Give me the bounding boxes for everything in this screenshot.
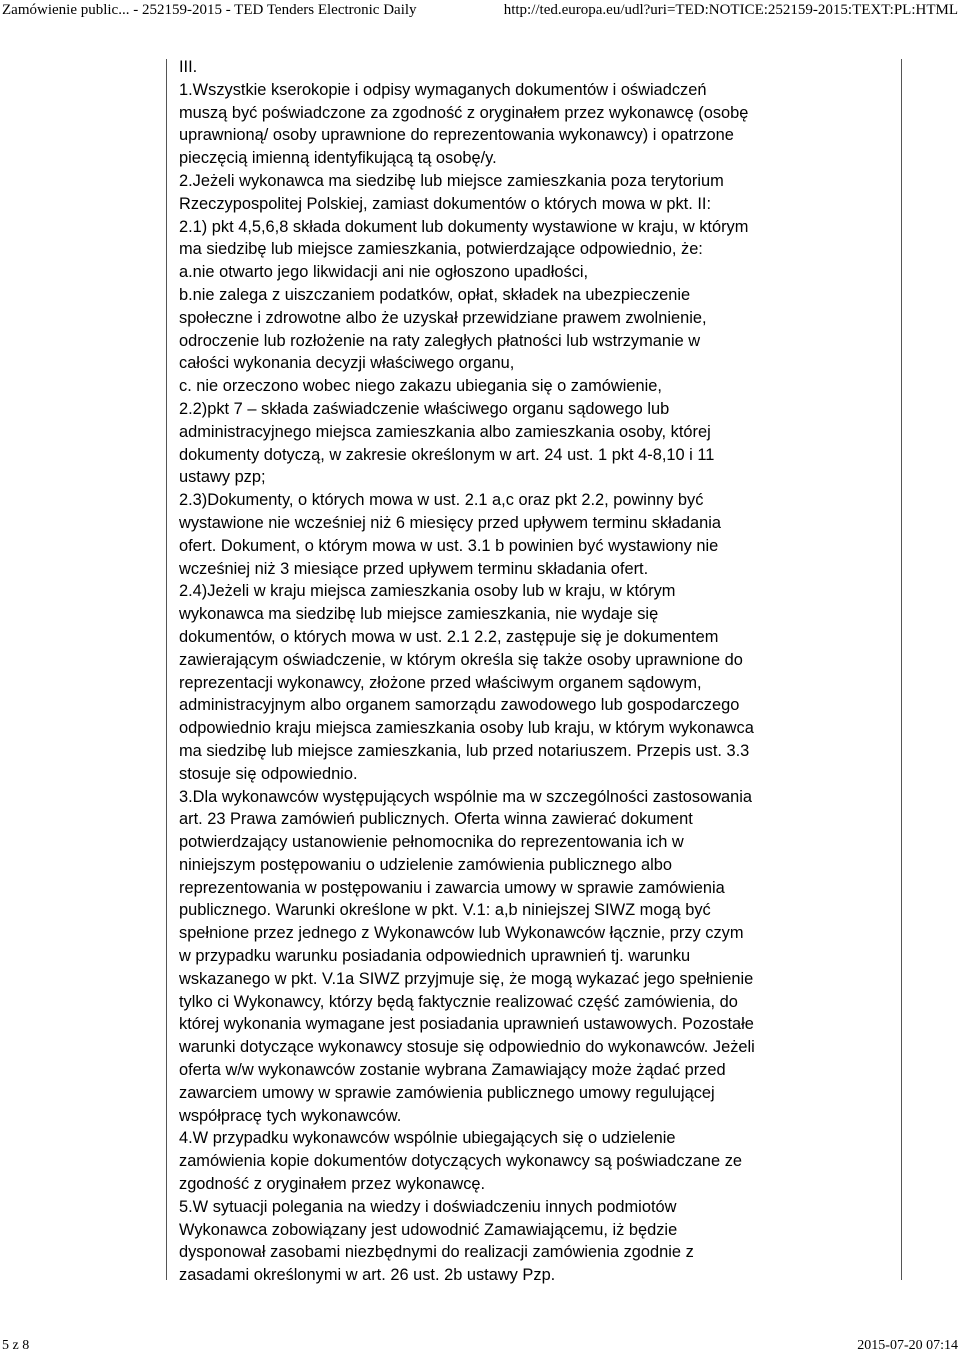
document-line: 2.4)Jeżeli w kraju miejsca zamieszkania osoby lub w kraju, w którym xyxy=(179,582,676,601)
document-line: potwierdzający ustanowienie pełnomocnika do reprezentowania ich w xyxy=(179,833,684,852)
document-line: wystawione nie wcześniej niż 6 miesięcy przed upływem terminu składania xyxy=(179,513,722,532)
document-line: 1.Wszystkie kserokopie i odpisy wymaganych dokumentów i oświadczeń xyxy=(179,80,707,99)
document-line: wykonawca ma siedzibę lub miejsce zamieszkania, nie wydaje się xyxy=(179,605,659,624)
document-line: 2.1) pkt 4,5,6,8 składa dokument lub dokumenty wystawione w kraju, w którym xyxy=(179,217,749,236)
document-line: ustawy pzp; xyxy=(179,468,266,487)
document-line: 2.2)pkt 7 – składa zaświadczenie właściwego organu sądowego lub xyxy=(179,399,670,418)
document-line: c. nie orzeczono wobec niego zakazu ubiegania się o zamówienie, xyxy=(179,377,662,396)
document-line: niniejszym postępowaniu o udzielenie zamówienia publicznego albo xyxy=(179,855,672,874)
document-line: oferta w/w wykonawców zostanie wybrana Zamawiający może żądać przed xyxy=(179,1061,726,1080)
document-line: dysponował zasobami niezbędnymi do realizacji zamówienia zgodnie z xyxy=(179,1243,694,1262)
document-body xyxy=(179,56,893,1287)
document-line: wcześniej niż 3 miesiące przed upływem terminu składania ofert. xyxy=(179,559,649,578)
document-line: dokumenty dotyczą, w zakresie określonym w art. 24 ust. 1 pkt 4-8,10 i 11 xyxy=(179,445,715,464)
document-line: odroczenie lub rozłożenie na raty zaległych płatności lub wstrzymanie w xyxy=(179,331,701,350)
document-line: zgodność z oryginałem przez wykonawcę. xyxy=(179,1175,486,1194)
document-line: społeczne i zdrowotne albo że uzyskał przewidziane prawem zwolnienie, xyxy=(179,308,707,327)
page-title: Zamówienie public... - 252159-2015 - TED Tenders Electronic Daily xyxy=(2,2,417,18)
document-line: pieczęcią imienną identyfikującą tą osobę/y. xyxy=(179,149,497,168)
document-line: 5.W sytuacji polegania na wiedzy i doświadczeniu innych podmiotów xyxy=(179,1197,677,1216)
document-line: odpowiednio kraju miejsca zamieszkania osoby lub kraju, w którym wykonawca xyxy=(179,719,754,738)
document-line: administracyjnego miejsca zamieszkania albo zamieszkania osoby, której xyxy=(179,422,711,441)
page-number: 5 z 8 xyxy=(2,1338,30,1353)
document-line: tylko ci Wykonawcy, którzy będą faktycznie realizować część zamówienia, do xyxy=(179,992,738,1011)
document-line: 2.3)Dokumenty, o których mowa w ust. 2.1 a,c oraz pkt 2.2, powinny być xyxy=(179,491,704,510)
document-line: uprawnioną/ osoby uprawnione do reprezentowania wykonawcy) i opatrzone xyxy=(179,126,734,145)
document-line: III. xyxy=(179,58,198,76)
document-line: 3.Dla wykonawców występujących wspólnie ma w szczególności zastosowania xyxy=(179,787,753,806)
document-line: zawarciem umowy w sprawie zamówienia publicznego umowy regulującej xyxy=(179,1083,715,1102)
document-line: art. 23 Prawa zamówień publicznych. Oferta winna zawierać dokument xyxy=(179,810,693,829)
document-line: warunki dotyczące wykonawcy stosuje się odpowiednio do wykonawców. Jeżeli xyxy=(179,1038,755,1057)
document-line: muszą być poświadczone za zgodność z oryginałem przez wykonawcę (osobę xyxy=(179,103,749,122)
document-line: ofert. Dokument, o którym mowa w ust. 3.1 b powinien być wystawiony nie xyxy=(179,536,719,555)
document-line: zamówienia kopie dokumentów dotyczących wykonawcy są poświadczane ze xyxy=(179,1152,743,1171)
print-footer xyxy=(0,1335,960,1357)
document-line: Wykonawca zobowiązany jest udowodnić Zamawiającemu, iż będzie xyxy=(179,1220,678,1239)
document-line: stosuje się odpowiednio. xyxy=(179,764,358,783)
document-line: administracyjnym albo organem samorządu zawodowego lub gospodarczego xyxy=(179,696,740,715)
print-datetime: 2015-07-20 07:14 xyxy=(857,1338,958,1353)
document-line: spełnione przez jednego z Wykonawców lub Wykonawców łącznie, przy czym xyxy=(179,924,744,943)
document-line: wskazanego w pkt. V.1a SIWZ przyjmuje się, że mogą wykazać jego spełnienie xyxy=(179,969,754,988)
document-line: całości wykonania decyzji właściwego organu, xyxy=(179,354,515,373)
document-line: a.nie otwarto jego likwidacji ani nie ogłoszono upadłości, xyxy=(179,263,589,282)
document-line: 4.W przypadku wykonawców wspólnie ubiegających się o udzielenie xyxy=(179,1129,676,1148)
document-line: zasadami określonymi w art. 26 ust. 2b ustawy Pzp. xyxy=(179,1266,556,1285)
document-line: reprezentacji wykonawcy, złożone przed właściwym organem sądowym, xyxy=(179,673,702,692)
print-header xyxy=(0,0,960,20)
document-line: dokumentów, o których mowa w ust. 2.1 2.2, zastępuje się je dokumentem xyxy=(179,627,719,646)
page-url[interactable]: http://ted.europa.eu/udl?uri=TED:NOTICE:252159-2015:TEXT:PL:HTML xyxy=(503,2,958,18)
document-line: w przypadku warunku posiadania odpowiednich uprawnień tj. warunku xyxy=(179,947,691,966)
document-line: ma siedzibę lub miejsce zamieszkania, potwierdzające odpowiednio, że: xyxy=(179,240,703,259)
document-line: ma siedzibę lub miejsce zamieszkania, lub przed notariuszem. Przepis ust. 3.3 xyxy=(179,741,750,760)
document-line: zawierającym oświadczenie, w którym określa się także osoby uprawnione do xyxy=(179,650,743,669)
document-line: której wykonania wymagane jest posiadania uprawnień ustawowych. Pozostałe xyxy=(179,1015,754,1034)
document-line: współpracę tych wykonawców. xyxy=(179,1106,402,1125)
document-line: 2.Jeżeli wykonawca ma siedzibę lub miejsce zamieszkania poza terytorium xyxy=(179,171,724,190)
document-line: b.nie zalega z uiszczaniem podatków, opłat, składek na ubezpieczenie xyxy=(179,285,691,304)
document-line: Rzeczypospolitej Polskiej, zamiast dokumentów o których mowa w pkt. II: xyxy=(179,194,711,213)
document-line: reprezentowania w postępowaniu i zawarcia umowy w sprawie zamówienia xyxy=(179,878,725,897)
document-line: publicznego. Warunki określone w pkt. V.1: a,b niniejszej SIWZ mogą być xyxy=(179,901,711,920)
